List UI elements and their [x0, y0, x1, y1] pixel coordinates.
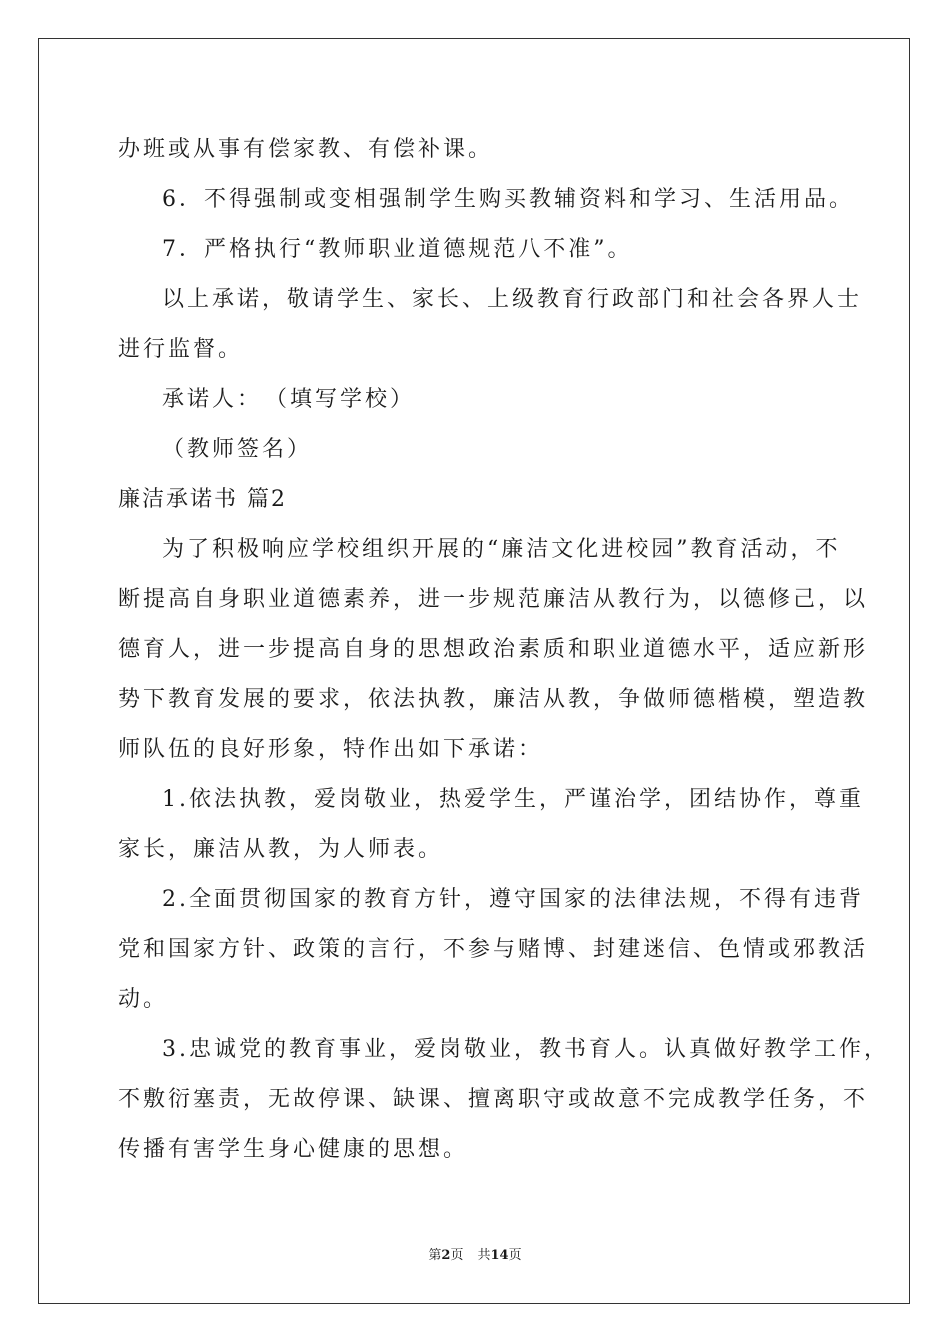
paragraph-line: 势下教育发展的要求，依法执教，廉洁从教，争做师德楷模，塑造教 [118, 687, 869, 712]
page-suffix: 页 [450, 1248, 464, 1263]
paragraph-line: 6．不得强制或变相强制学生购买教辅资料和学习、生活用品。 [162, 187, 854, 212]
section-heading: 廉洁承诺书 篇2 [118, 487, 287, 512]
page-prefix: 第 [428, 1248, 442, 1263]
paragraph-line: 为了积极响应学校组织开展的“廉洁文化进校园”教育活动，不 [162, 537, 841, 562]
page-current: 2 [441, 1248, 451, 1263]
signatory-line: 承诺人： （填写学校） [162, 387, 416, 412]
paragraph-line: 3.忠诚党的教育事业，爱岗敬业，教书育人。认真做好教学工作， [162, 1037, 889, 1062]
total-suffix: 页 [508, 1248, 522, 1263]
paragraph-line: 党和国家方针、政策的言行，不参与赌博、封建迷信、色情或邪教活 [118, 937, 869, 962]
paragraph-line: 以上承诺，敬请学生、家长、上级教育行政部门和社会各界人士 [162, 287, 863, 312]
paragraph-line: 动。 [118, 987, 169, 1012]
paragraph-line: 2.全面贯彻国家的教育方针，遵守国家的法律法规，不得有违背 [162, 887, 864, 912]
total-prefix: 共 [477, 1248, 491, 1263]
paragraph-line: 断提高自身职业道德素养，进一步规范廉洁从教行为，以德修己，以 [118, 587, 869, 612]
total-pages: 14 [490, 1248, 509, 1263]
signature-line: （教师签名） [162, 437, 313, 462]
paragraph-line: 办班或从事有偿家教、有偿补课。 [118, 137, 494, 162]
paragraph-line: 师队伍的良好形象，特作出如下承诺： [118, 737, 544, 762]
paragraph-line: 7．严格执行“教师职业道德规范八不准”。 [162, 237, 633, 262]
page-footer [0, 1247, 950, 1265]
paragraph-line: 德育人，进一步提高自身的思想政治素质和职业道德水平，适应新形 [118, 637, 869, 662]
paragraph-line: 传播有害学生身心健康的思想。 [118, 1137, 469, 1162]
paragraph-line: 家长，廉洁从教，为人师表。 [118, 837, 444, 862]
paragraph-line: 不敷衍塞责，无故停课、缺课、擅离职守或故意不完成教学任务，不 [118, 1087, 869, 1112]
paragraph-line: 进行监督。 [118, 337, 244, 362]
paragraph-line: 1.依法执教，爱岗敬业，热爱学生，严谨治学，团结协作，尊重 [162, 787, 864, 812]
